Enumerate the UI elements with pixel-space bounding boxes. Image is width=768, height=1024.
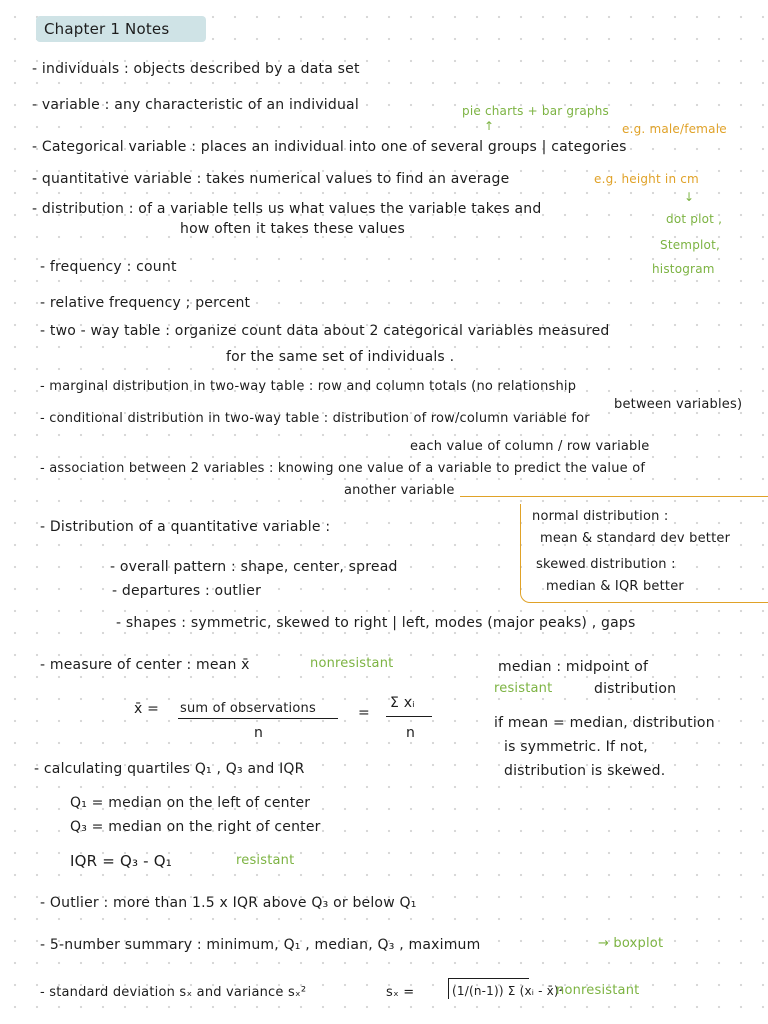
box-skewed: skewed distribution : bbox=[536, 557, 676, 572]
box-normal: normal distribution : bbox=[532, 509, 669, 524]
formula-sum-numerator: Σ xᵢ bbox=[390, 695, 415, 711]
note-q3: Q₃ = median on the right of center bbox=[70, 819, 321, 835]
note-skewed: distribution is skewed. bbox=[504, 763, 666, 779]
annotation-resistant-iqr: resistant bbox=[236, 853, 295, 868]
note-five-number: - 5-number summary : minimum, Q₁ , median, Q₃ , maximum bbox=[40, 937, 481, 953]
page-title: Chapter 1 Notes bbox=[44, 20, 170, 38]
note-relative-frequency: - relative frequency ; percent bbox=[40, 295, 251, 311]
box-normal-detail: mean & standard dev better bbox=[540, 531, 731, 546]
annotation-histogram: histogram bbox=[652, 262, 715, 276]
note-median-cont: distribution bbox=[594, 681, 677, 697]
note-categorical: - Categorical variable : places an individual into one of several groups | categories bbox=[32, 139, 627, 155]
note-quartiles: - calculating quartiles Q₁ , Q₃ and IQR bbox=[34, 761, 305, 777]
note-marginal-cont: between variables) bbox=[614, 397, 743, 412]
annotation-stemplot: Stemplot, bbox=[660, 238, 721, 252]
note-association-cont: another variable bbox=[344, 483, 455, 498]
sd-formula-lhs: sₓ = bbox=[386, 985, 415, 1000]
note-conditional-cont: each value of column / row variable bbox=[410, 439, 650, 454]
note-association: - association between 2 variables : knowing one value of a variable to predict the value of bbox=[40, 461, 646, 476]
note-conditional: - conditional distribution in two-way table : distribution of row/column variable for bbox=[40, 411, 590, 426]
formula-equals: = bbox=[358, 705, 370, 721]
note-distribution: - distribution : of a variable tells us what values the variable takes and bbox=[32, 201, 542, 217]
note-frequency: - frequency : count bbox=[40, 259, 177, 275]
note-two-way-table: - two - way table : organize count data about 2 categorical variables measured bbox=[40, 323, 610, 339]
note-marginal: - marginal distribution in two-way table : row and column totals (no relationship bbox=[40, 379, 577, 394]
sd-formula-rhs: (1/(n-1)) Σ (xᵢ - x̄)² bbox=[452, 984, 564, 998]
note-if-mean: if mean = median, distribution bbox=[494, 715, 715, 731]
note-center: - measure of center : mean x̄ bbox=[40, 657, 250, 673]
note-departures: - departures : outlier bbox=[112, 583, 262, 599]
note-median: median : midpoint of bbox=[498, 659, 649, 675]
note-outlier: - Outlier : more than 1.5 x IQR above Q₃ or below Q₁ bbox=[40, 895, 417, 911]
annotation-resistant-median: resistant bbox=[494, 681, 553, 696]
note-symmetric: is symmetric. If not, bbox=[504, 739, 648, 755]
annotation-eg-height: e.g. height in cm bbox=[594, 172, 699, 186]
orange-divider bbox=[460, 496, 768, 497]
fraction-bar bbox=[178, 718, 338, 719]
sum-fraction-bar bbox=[386, 716, 432, 717]
formula-numerator: sum of observations bbox=[180, 701, 316, 716]
arrow-up-icon: ↑ bbox=[484, 119, 495, 133]
note-q1: Q₁ = median on the left of center bbox=[70, 795, 311, 811]
annotation-nonresistant-sd: nonresistant bbox=[556, 983, 640, 998]
annotation-dot-plot: dot plot , bbox=[666, 212, 723, 226]
note-individuals: - individuals : objects described by a data set bbox=[32, 61, 360, 77]
annotation-pie-bar: pie charts + bar graphs bbox=[462, 104, 609, 118]
note-iqr: IQR = Q₃ - Q₁ bbox=[70, 852, 172, 870]
note-distribution-quantitative: - Distribution of a quantitative variable : bbox=[40, 519, 331, 535]
annotation-boxplot: → boxplot bbox=[598, 936, 664, 951]
note-two-way-table-cont: for the same set of individuals . bbox=[226, 349, 455, 365]
formula-lhs: x̄ = bbox=[134, 701, 160, 717]
annotation-eg-male: e.g. male/female bbox=[622, 122, 727, 136]
note-variable: - variable : any characteristic of an individual bbox=[32, 97, 359, 113]
note-standard-deviation: - standard deviation sₓ and variance sₓ² bbox=[40, 985, 307, 1000]
arrow-down-icon: ↓ bbox=[684, 190, 695, 204]
note-distribution-cont: how often it takes these values bbox=[180, 221, 405, 237]
annotation-nonresistant: nonresistant bbox=[310, 656, 394, 671]
formula-denominator: n bbox=[254, 725, 264, 741]
note-shapes: - shapes : symmetric, skewed to right | left, modes (major peaks) , gaps bbox=[116, 615, 636, 631]
formula-sum-denominator: n bbox=[406, 725, 416, 741]
box-skewed-detail: median & IQR better bbox=[546, 579, 684, 594]
note-overall-pattern: - overall pattern : shape, center, spread bbox=[110, 559, 398, 575]
note-quantitative: - quantitative variable : takes numerical values to find an average bbox=[32, 171, 510, 187]
